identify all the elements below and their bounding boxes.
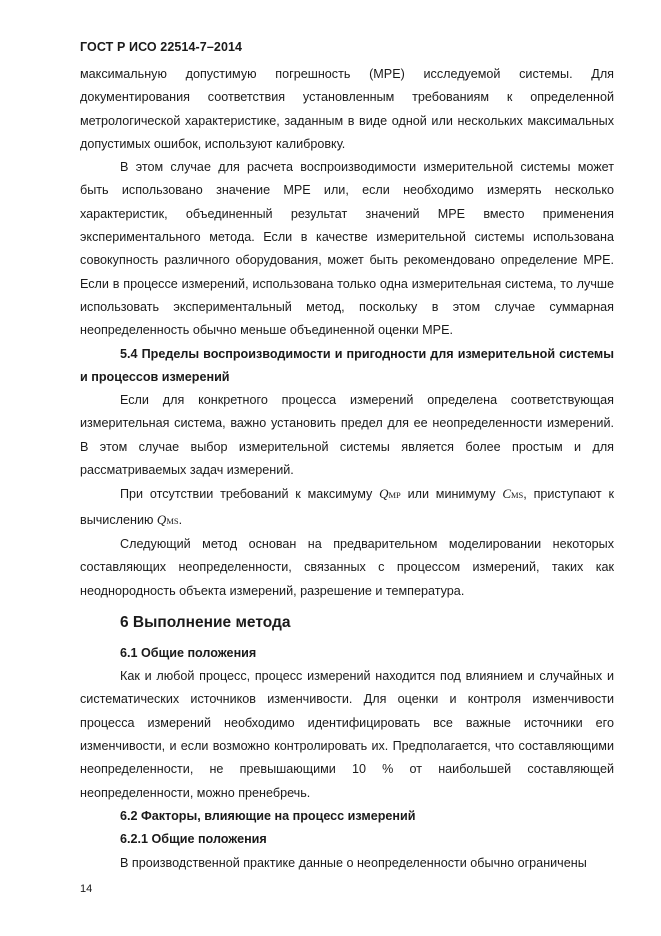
page-number: 14 [80,883,93,895]
text-fragment: , приступают к вычислению [80,487,614,527]
symbol-c: C [502,486,511,502]
paragraph-mpe-intro: максимальную допустимую погрешность (MPE) исследуемой системы. Для документирования соответствия установленным требованиям к определенной метрологической характеристике, заданным в виде одной или нескольких максимальных допустимых ошибок, используют калибровку. [80,67,614,151]
symbol-q: Q [156,511,167,527]
symbol-q: Q [379,486,389,502]
section-6-2-title: 6.2 Факторы, влияющие на процесс измерений [120,808,416,823]
paragraph-variability-sources: Как и любой процесс, процесс измерений находится под влиянием и случайных и систематических источников изменчивости. Для оценки и контроля изменчивости процесса измерений необходимо идентифицировать все важные источники его изменчивости, и если возможно контролировать их. Предполагается, что составляющими неопределенности, не превышающими 10 % от наибольшей составляющей неопределенности, можно пренебречь. [80,669,614,800]
document-header: ГОСТ Р ИСО 22514-7–2014 [80,40,243,54]
paragraph-method-basis: Следующий метод основан на предварительном моделировании некоторых составляющих неопределенности, связанных с процессом измерений, таких как неоднородность объекта измерений, разрешение и температура. [80,536,614,598]
section-6-1-title: 6.1 Общие положения [120,645,257,660]
section-5-4-title: 5.4 Пределы воспроизводимости и пригодности для измерительной системы и процессов измерений [80,346,614,384]
text-fragment: или минимуму [400,487,503,502]
page-body [80,63,614,875]
text-fragment: . [178,512,183,527]
text-fragment: При отсутствии требований к максимуму [120,487,380,502]
subscript-ms: MS [510,490,524,501]
subscript-ms: MS [166,515,179,526]
paragraph-q-ms-calc [80,482,614,533]
paragraph-mpe-usage: В этом случае для расчета воспроизводимости измерительной системы может быть использовано значение MPE или, если необходимо измерять несколько характеристик, объединенный результат значений MPE вместо применения экспериментального метода. Если в качестве измерительной системы использована совокупность различного оборудования, может быть рекомендовано определение MPE. Если в процессе измерений, использована только одна измерительная система, то лучше использовать экспериментальный метод, поскольку в этом случае суммарная неопределенность обычно меньше объединенной оценки MPE. [80,160,614,338]
paragraph-production-practice: В производственной практике данные о неопределенности обычно ограничены [120,855,587,870]
section-6-2-1-title: 6.2.1 Общие положения [120,832,267,847]
paragraph-uncertainty-limit: Если для конкретного процесса измерений определена соответствующая измерительная система, важно установить предел для ее неопределенности измерений. В этом случае выбор измерительной системы является более простым и для рассматриваемых задач измерений. [80,393,614,478]
subscript-mp: MP [388,490,401,501]
section-6-title: 6 Выполнение метода [120,613,291,631]
